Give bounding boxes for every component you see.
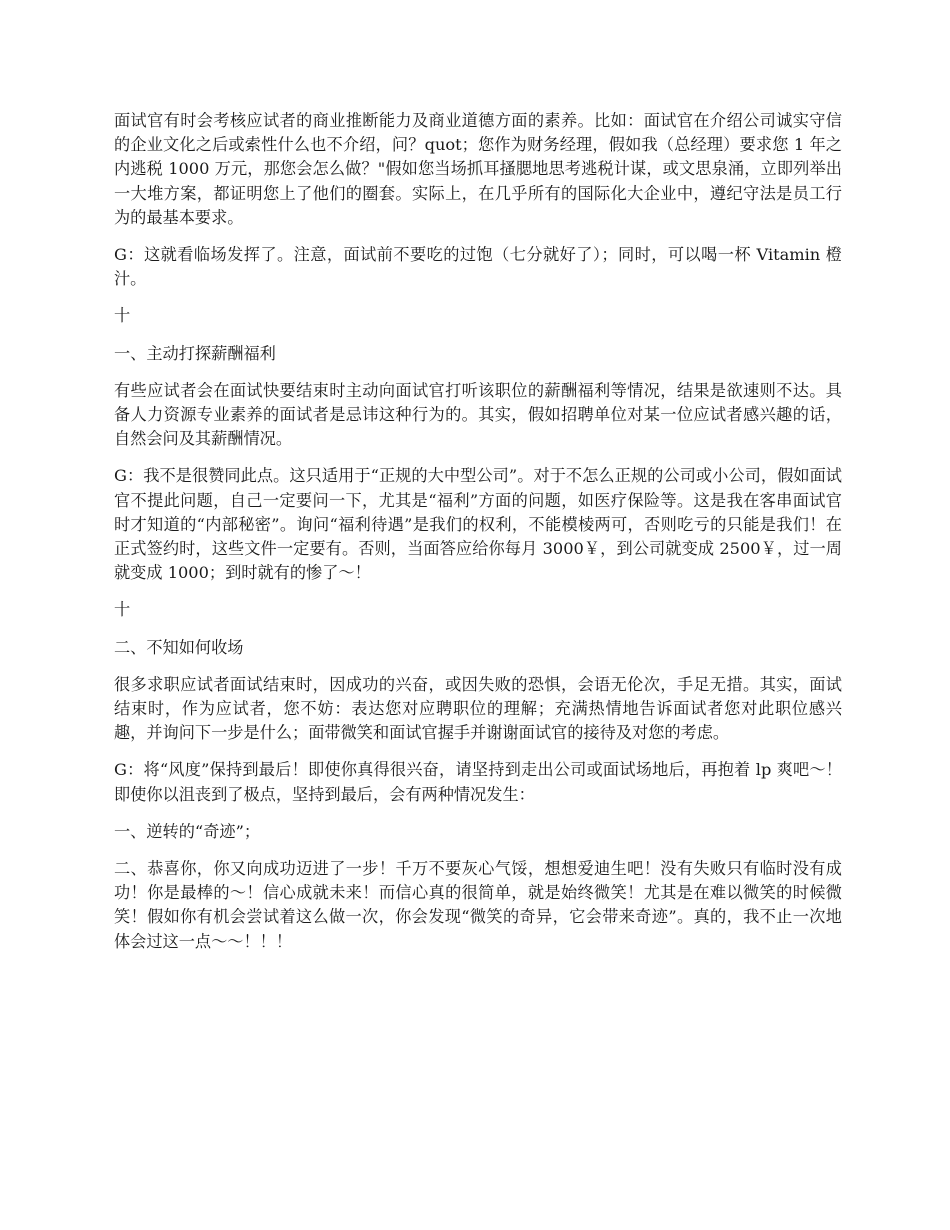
paragraph-comment-salary: G：我不是很赞同此点。这只适用于“正规的大中型公司”。对于不怎么正规的公司或小公司，假如面试官不提此问题，自己一定要问一下，尤其是“福利”方面的问题，如医疗保险等。这是我在客串面试官时才知道的“内部秘密”。询问“福利待遇”是我们的权利，不能模棱两可，否则吃亏的只能是我们！在正式签约时，这些文件一定要有。否则，当面答应给你每月 3000￥，到公司就变成 2500￥，过一周就变成 1000；到时就有的惨了～！ xyxy=(114,466,842,583)
section-marker: 十 xyxy=(114,600,131,620)
paragraph-comment-diet: G：这就看临场发挥了。注意，面试前不要吃的过饱（七分就好了）；同时，可以喝一杯 Vitamin 橙汁。 xyxy=(114,245,842,289)
paragraph-comment-closing: G：将“风度”保持到最后！即使你真得很兴奋，请坚持到走出公司或面试场地后，再抱着 lp 爽吧～！即使你以沮丧到了极点，坚持到最后，会有两种情况发生： xyxy=(114,760,842,804)
list-item-congratulations: 二、恭喜你，你又向成功迈进了一步！千万不要灰心气馁，想想爱迪生吧！没有失败只有临时没有成功！你是最棒的～！信心成就未来！而信心真的很简单，就是始终微笑！尤其是在难以微笑的时候微笑！假如你有机会尝试着这么做一次，你会发现“微笑的奇异，它会带来奇迹”。真的，我不止一次地体会过这一点～～！！！ xyxy=(114,859,842,951)
document-body xyxy=(114,109,842,967)
section-marker: 十 xyxy=(114,306,131,326)
paragraph-salary-inquiry: 有些应试者会在面试快要结束时主动向面试官打听该职位的薪酬福利等情况，结果是欲速则不达。具备人力资源专业素养的面试者是忌讳这种行为的。其实，假如招聘单位对某一位应试者感兴趣的话，自然会问及其薪酬情况。 xyxy=(114,380,842,449)
paragraph-closing-advice: 很多求职应试者面试结束时，因成功的兴奋，或因失败的恐惧，会语无伦次，手足无措。其实，面试结束时，作为应试者，您不妨：表达您对应聘职位的理解；充满热情地告诉面试者您对此职位感兴趣，并询问下一步是什么；面带微笑和面试官握手并谢谢面试官的接待及对您的考虑。 xyxy=(114,674,842,743)
section-heading-salary: 一、主动打探薪酬福利 xyxy=(114,343,276,363)
paragraph-business-ethics: 面试官有时会考核应试者的商业推断能力及商业道德方面的素养。比如：面试官在介绍公司诚实守信的企业文化之后或索性什么也不介绍，问？quot；您作为财务经理，假如我（总经理）要求您 1 年之内逃税 1000 万元，那您会怎么做？"假如您当场抓耳搔腮地思考逃税计谋，或文思泉涌，立即列举出一大堆方案，都证明您上了他们的圈套。实际上，在几乎所有的国际化大企业中，遵纪守法是员工行为的最基本要求。 xyxy=(114,111,842,227)
list-item-miracle: 一、逆转的“奇迹”； xyxy=(114,821,261,841)
section-heading-closing: 二、不知如何收场 xyxy=(114,637,244,657)
